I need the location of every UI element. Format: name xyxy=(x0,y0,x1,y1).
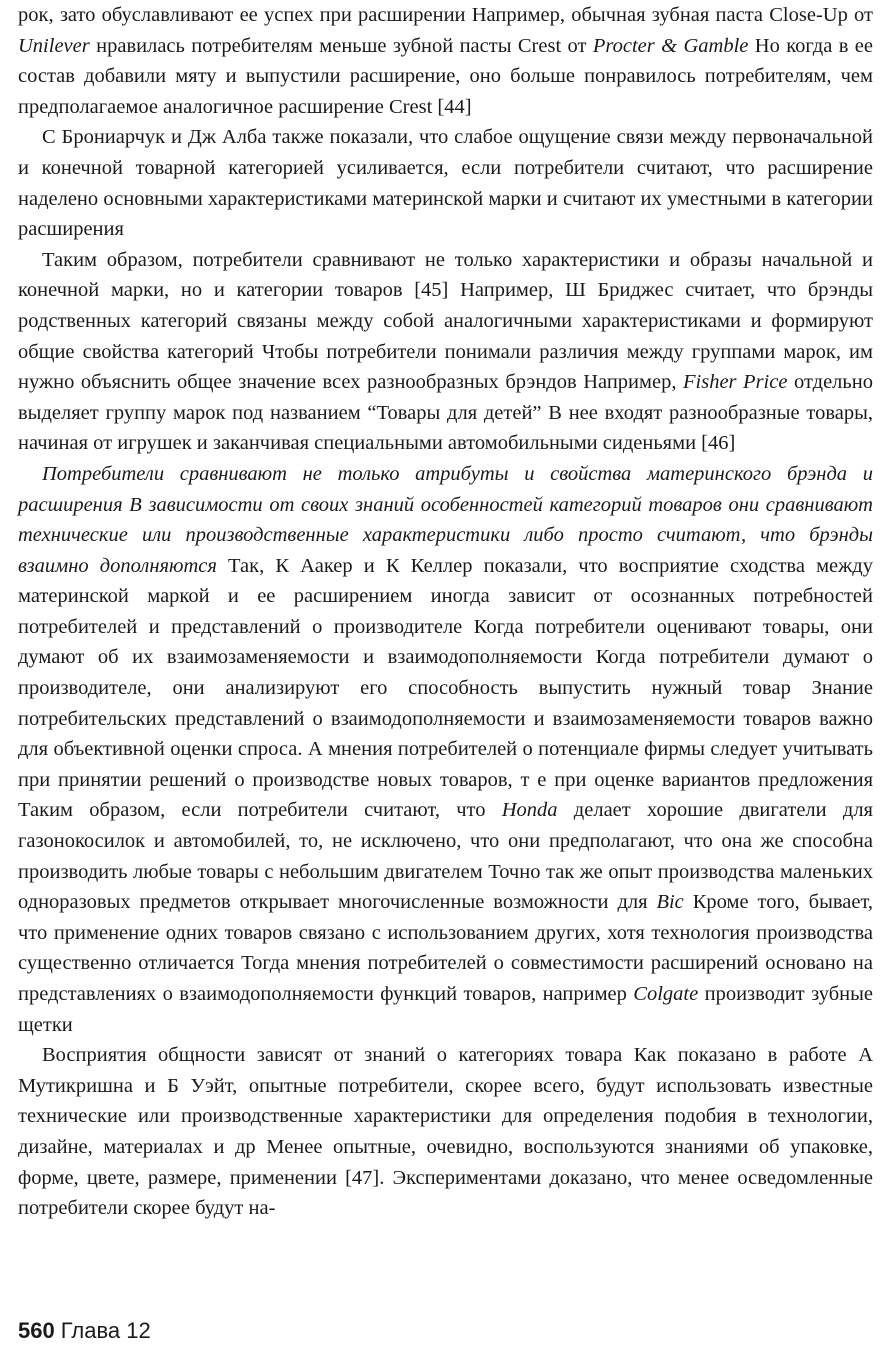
italic-text: Colgate xyxy=(633,983,699,1005)
text-run: Таким образом, потребители сравнивают не только характеристики и образы начальной и конечной марки, но и категории товаров [45] Например, Ш Бриджес считает, что брэнды родственных категорий связаны между собой аналогичными характеристиками и формируют общие свойства категорий Чтобы потребители понимали различия между группами марок, им нужно объяснить общее значение всех разнообразных брэндов Например, xyxy=(18,248,873,394)
chapter-label: Глава 12 xyxy=(60,1318,151,1343)
text-run: отдельно выделяет группу марок под названием “Товары для детей” В нее входят разнообразные товары, начиная от игрушек и заканчивая специальными автомобильными сиденьями [46] xyxy=(18,371,873,455)
paragraph xyxy=(18,459,873,1040)
paragraph xyxy=(18,1040,873,1224)
text-run: Так, К Аакер и К Келлер показали, что восприятие сходства между материнской маркой и ее расширением иногда зависит от осознанных потребностей потребителей и представлений о производителе Когда потребители оценивают товары, они думают об их взаимозаменяемости и взаимодополняемости Когда потребители думают о производителе, они анализируют его способность выпустить нужный товар Знание потребительских представлений о взаимодополняемости и взаимозаменяемости товаров важно для объективной оценки спроса. А мнения потребителей о потенциале фирмы следует учитывать при принятии решений о производстве новых товаров, т е при оценке вариантов предложения Таким образом, если потребители считают, что xyxy=(18,554,873,822)
paragraph xyxy=(18,0,873,122)
page-footer xyxy=(18,1318,151,1344)
italic-text: Procter & Gamble xyxy=(592,34,749,57)
text-run: Восприятия общности зависят от знаний о категориях товара Как показано в работе А Мутикришна и Б Уэйт, опытные потребители, скорее всего, будут использовать известные технические или производственные характеристики для определения подобия в технологии, дизайне, материалах и др Менее опытные, очевидно, воспользуются знаниями об упаковке, форме, цвете, размере, применении [47]. Экспериментами доказано, что менее осведомленные потребители скорее будут на- xyxy=(18,1044,873,1220)
body-text xyxy=(18,0,873,1224)
paragraph xyxy=(18,245,873,459)
italic-text: Fisher Price xyxy=(683,371,788,394)
paragraph xyxy=(18,122,873,244)
italic-text: Bic xyxy=(656,891,684,914)
text-run: С Брониарчук и Дж Алба также показали, что слабое ощущение связи между первоначальной и конечной товарной категорией усиливается, если потребители считают, что расширение наделено основными характеристиками материнской марки и считают их уместными в категории расширения xyxy=(18,126,873,241)
italic-text: Unilever xyxy=(18,34,90,57)
text-run: Кроме того, бывает, что применение одних товаров связано с использованием других, хотя технология производства существенно отличается Тогда мнения потребителей о совместимости расширений основано на представлениях о взаимодополняемости функций товаров, например xyxy=(18,891,873,1005)
text-run: рок, зато обуславливают ее успех при расширении Например, обычная зубная паста Close-Up от xyxy=(18,4,873,26)
text-run: нравилась потребителям меньше зубной пасты Crest от xyxy=(89,34,593,57)
italic-text: Потребители сравнивают не только атрибуты и свойства материнского брэнда и расширения В зависимости от своих знаний особенностей категорий товаров они сравнивают технические или производственные характеристики либо просто считают, что брэнды взаимно дополняются xyxy=(18,462,873,577)
text-run: Но когда в ее состав добавили мяту и выпустили расширение, оно больше понравилось потребителям, чем предполагаемое аналогичное расширение Crest [44] xyxy=(18,34,873,118)
text-run: делает хорошие двигатели для газонокосилок и автомобилей, то, не исключено, что они предполагают, что она же способна производить любые товары с небольшим двигателем Точно так же опыт производства маленьких одноразовых предметов открывает многочисленные возможности для xyxy=(18,799,873,914)
italic-text: Honda xyxy=(501,799,558,822)
text-run: производит зубные щетки xyxy=(18,983,873,1036)
page-number: 560 xyxy=(18,1318,55,1343)
